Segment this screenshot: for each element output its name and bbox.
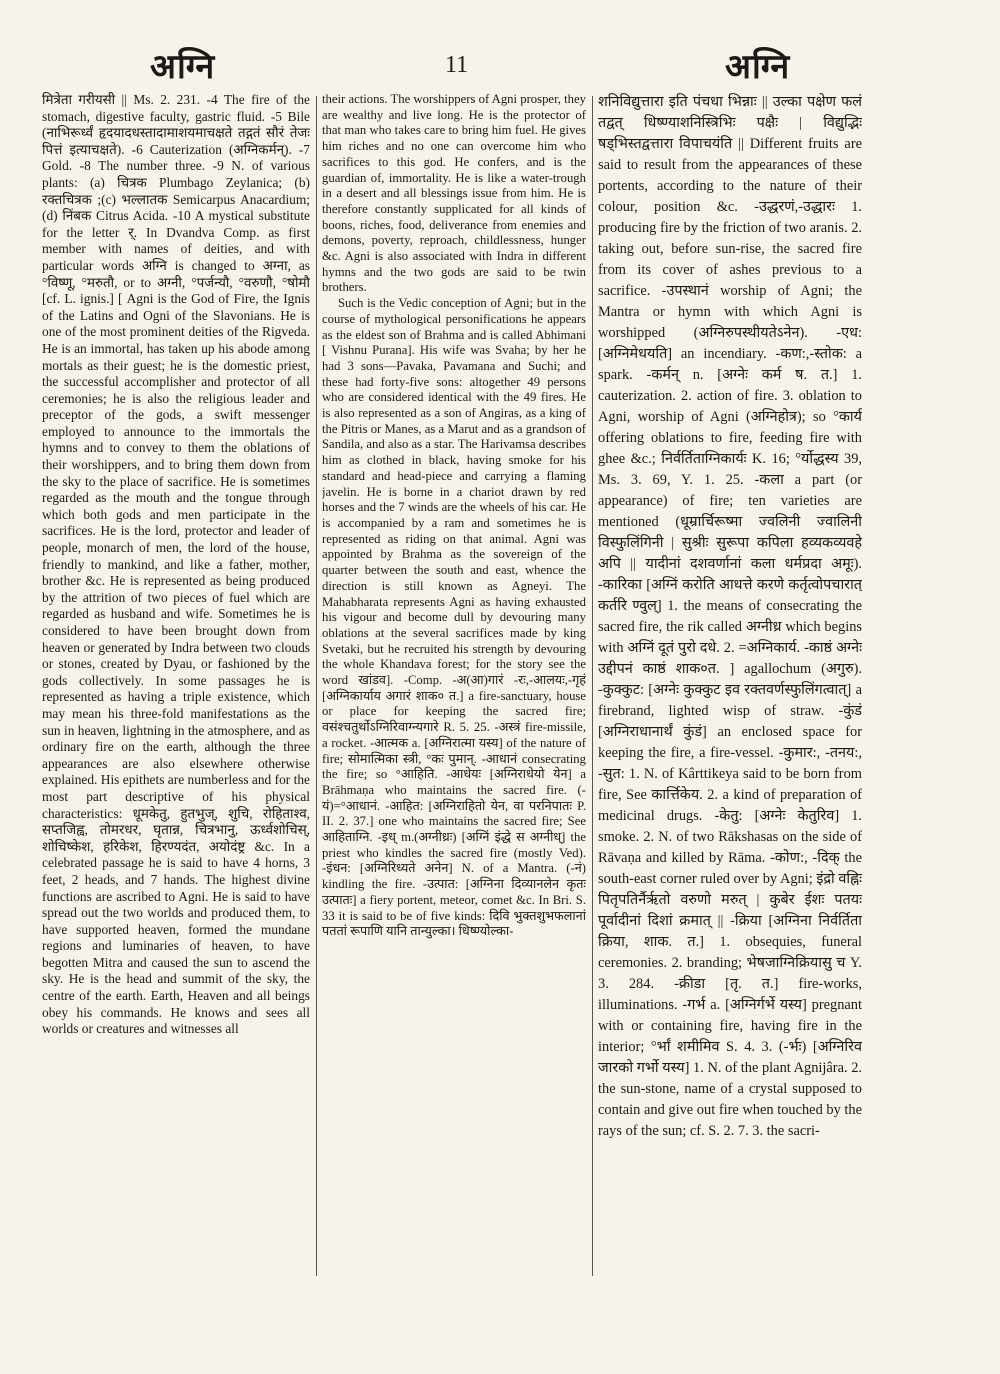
right-headword: अग्नि xyxy=(725,47,791,87)
column-right-text: शनिविद्युत्तारा इति पंचधा भिन्नाः || उल्का पक्षेण फलं तद्वत् धिष्ण्याशनिस्त्रिभिः पक्षैः | विद्युद्भिः षड्भिस्तद्वत्तारा विपाचयंति || Different fruits are said to result from the appearances of these portents, according to the nature of their colour, position &c. -उद्धरणं,-उद्धारः 1. producing fire by the friction of two aranis. 2. taking out, before sun-rise, the sacred fire from its cover of ashes previous to a sacrifice. -उपस्थानं worship of Agni; the Mantra or hymn with which Agni is worshipped (अग्निरुपस्थीयतेऽनेन). -एध: [अग्निमेधयति] an incendiary. -कण:,-स्तोक: a spark. -कर्मन् n. [अग्नेः कर्म ष. त.] 1. cauterization. 2. action of fire. 3. oblation to Agni, worship of Agni (अग्निहोत्र); so °कार्य offering oblations to fire, feeding fire with ghee &c.; निर्वर्तिताग्निकार्यः K. 16; °र्योद्धस्य 39, Ms. 3. 69, Y. 1. 25. -कला a part (or appearance) of fire; ten varieties are mentioned (धूम्रार्चिरूष्मा ज्वलिनी ज्वालिनी विस्फुलिंगिनी | सुश्रीः सुरूपा कपिला हव्यकव्यवहे अपि || यादीनां दशवर्णानां कला धर्मप्रदा अमूः). -कारिका [अग्निं करोति आधत्ते करणे कर्तृत्वोपचारात् कर्तरि ण्वुल्] 1. the means of consecrating the sacred fire, the rik called अग्नीध्र which begins with अग्निं दूतं पुरो दधे. 2. =अग्निकार्य. -काष्ठं अग्नेः उद्दीपनं काष्ठं शाक०त. ] agallochum (अगुरु). -कुक्कुट: [अग्नेः कुक्कुट इव रक्तवर्णस्फुलिंगत्वात्] a firebrand, lighted wisp of straw. -कुंडं [अग्निराधानार्थं कुंडं] an enclosed space for keeping the fire, a fire-vessel. -कुमार:, -तनय:, -सुत: 1. N. of Kârttikeya said to be born from fire, See कार्त्तिकेय. 2. a kind of preparation of medicinal drugs. -केतु: [अग्नेः केतुरिव] 1. smoke. 2. N. of two Rākshasas on the side of Rāvaṇa and killed by Rāma. -कोण:, -दिक् the south-east corner ruled over by Agni; इंद्रो वह्निः पितृपतिर्नैर्ऋतो वरुणो मरुत् | कुबेर ईशः पतयः पूर्वादीनां दिशां क्रमात् || -क्रिया [अग्निना निर्वर्तिता क्रिया, शाक. त.] 1. obsequies, funeral ceremonies. 2. branding; भेषजाग्निक्रियासु च Y. 3. 284. -क्रीडा [तृ. त.] fire-works, illuminations. -गर्भ a. [अग्निर्गर्भे यस्य] pregnant with or containing fire, having fire in the interior; °र्भां शमीमिव S. 4. 3. (-र्भः) [अग्निरिव जारको गर्भो यस्य] 1. N. of the plant Agnijâra. 2. the sun-stone, name of a crystal supposed to contain and give out fire when touched by the rays of the sun; cf. S. 2. 7. 3. the sacri- xyxy=(598,94,862,1139)
column-middle xyxy=(322,92,586,1292)
left-headword: अग्नि xyxy=(150,47,216,87)
column-right xyxy=(598,92,862,1292)
column-left xyxy=(42,92,310,1292)
page-number: 11 xyxy=(445,52,469,78)
column-middle-paragraph-1: their actions. The worshippers of Agni prosper, they are wealthy and live long. He is the protector of that man who takes care to bring him fuel. He gives him riches and no one can overcome him who sacrifices to this god. He confers, and is the guardian of, immortality. He is like a water-trough in a desert and all blessings issue from him. He is therefore constantly supplicated for all kinds of boons, riches, food, deliverance from enemies and demons, poverty, reproach, childlessness, hunger &c. Agni is also associated with Indra in different hymns and the two gods are said to be twin brothers. xyxy=(322,92,586,295)
column-divider-right xyxy=(592,96,593,1276)
column-middle-paragraph-2: Such is the Vedic conception of Agni; but in the course of mythological personifications he appears as the eldest son of Brahma and is called Abhimani [ Vishnu Purana]. His wife was Svaha; by her he had 3 sons—Pavaka, Pavamana and Suchi; and these had forty-five sons: altogether 49 persons who are considered identical with the 49 fires. He is also represented as a son of Angiras, as a king of the Pitris or Manes, as a Marut and as a grandson of Sandila, and also as a star. The Harivamsa describes him as clothed in black, having smoke for his standard and head-piece and carrying a flaming javelin. He is borne in a chariot drawn by red horses and the 7 winds are the wheels of his car. He is accompanied by a ram and sometimes he is represented as riding on that animal. Agni was appointed by Brahma as the sovereign of the quarter between the south and east, whence the direction is still known as Agneyi. The Mahabharata represents Agni as having exhausted his vigour and become dull by devouring many oblations at the several sacrifices made by king Svetaki, but he recruited his strength by devouring the whole Khandava forest; for the story see the word खांडव]. -Comp. -अ(आ)गारं -रः,-आलयः,-गृहं [अग्निकार्याय अगारं शाक० त.] a fire-sanctuary, house or place for keeping the sacred fire; वसंश्चतुर्थोऽग्निरिवाग्न्यगारे R. 5. 25. -अस्त्रं fire-missile, a rocket. -आत्मक a. [अग्निरात्मा यस्य] of the nature of fire; सोमात्मिका स्त्री, °कः पुमान्. -आधानं consecrating the fire; so °आहिति. -आधेयः [अग्निराधेयो येन] a Brāhmaṇa who maintains the sacred fire. (-यं)=°आधानं. -आहित: [अग्निराहितो येन, वा परनिपातः P. II. 2. 37.] one who maintains the sacred fire; See आहिताग्नि. -इध् m.(अग्नीध्रः) [अग्निं इंद्धे स अग्नीध्] the priest who kindles the sacred fire (mostly Ved). -इंधन: [अग्निरिध्यते अनेन] N. of a Mantra. (-नं) kindling the fire. -उत्पात: [अग्निना दिव्यानलेन कृतः उत्पातः] a fiery portent, meteor, comet &c. In Bri. S. 33 it is said to be of five kinds: दिवि भुक्तशुभफलानां पततां रूपाणि यानि तान्युल्का। धिष्ण्योल्का- xyxy=(322,296,586,939)
column-divider-left xyxy=(316,96,317,1276)
column-left-text: मित्रेता गरीयसी || Ms. 2. 231. -4 The fire of the stomach, digestive faculty, gastric fluid. -5 Bile (नाभिरूर्ध्वं हृदयादधस्तादामाशयमाचक्षते तद्गतं सौरं तेजः पित्तं इत्याचक्षते). -6 Cauterization (अग्निकर्मन्). -7 Gold. -8 The number three. -9 N. of various plants: (a) चित्रक Plumbago Zeylanica; (b) रक्तचित्रक ;(c) भल्लातक Semicarpus Anacardium; (d) निंबक Citrus Acida. -10 A mystical substitute for the letter र्. In Dvandva Comp. as first member with names of deities, and with particular words अग्नि is changed to अग्ना, as °विष्णू, °मरुतौ, or to अग्नी, °पर्जन्यौ, °वरुणौ, °षोमौ [cf. L. ignis.] [ Agni is the God of Fire, the Ignis of the Latins and Ogni of the Slavonians. He is one of the most prominent deities of the Rigveda. He is an immortal, has taken up his abode among mortals as their guest; he is the domestic priest, the successful accomplisher and protector of all ceremonies; he is also the religious leader and preceptor of the gods, a swift messenger employed to announce to the immortals the hymns and to convey to them the oblations of their worshippers, and to bring them down from the sky to the place of sacrifice. He is sometimes regarded as the mouth and the tongue through which both gods and men participate in the sacrifices. He is the lord, protector and leader of people, monarch of men, the lord of the house, friendly to mankind, and like a father, mother, brother &c. He is represented as being produced by the attrition of two pieces of fuel which are regarded as husband and wife. Sometimes he is considered to have been brought down from heaven or generated by Indra between two clouds or stones, created by Dyau, or fashioned by the gods collectively. In some passages he is represented as having a triple existence, which may mean his three-fold manifestations as the sun in heaven, lightning in the atmosphere, and as ordinary fire on the earth, although the three appearances are also elsewhere otherwise explained. His epithets are numberless and for the most part descriptive of his physical characteristics: धूमकेतु, हुतभुज्, शुचि, रोहिताश्व, सप्तजिह्व, तोमरधर, घृतान्न, चित्रभानु, ऊर्ध्वशोचिस्, शोचिष्केश, हरिकेश, हिरण्यदंत, अयोदंष्ट्र &c. In a celebrated passage he is said to have 4 horns, 3 feet, 2 heads, and 7 hands. The highest divine functions are ascribed to Agni. He is said to have spread out the two worlds and produced them, to have supported heaven, formed the mundane regions and luminaries of heaven, to have begotten Mitra and caused the sun to ascend the sky. He is the head and summit of the sky, the centre of the earth. Earth, Heaven and all beings obey his commands. He knows and sees all worlds or creatures and witnesses all xyxy=(42,92,310,1037)
